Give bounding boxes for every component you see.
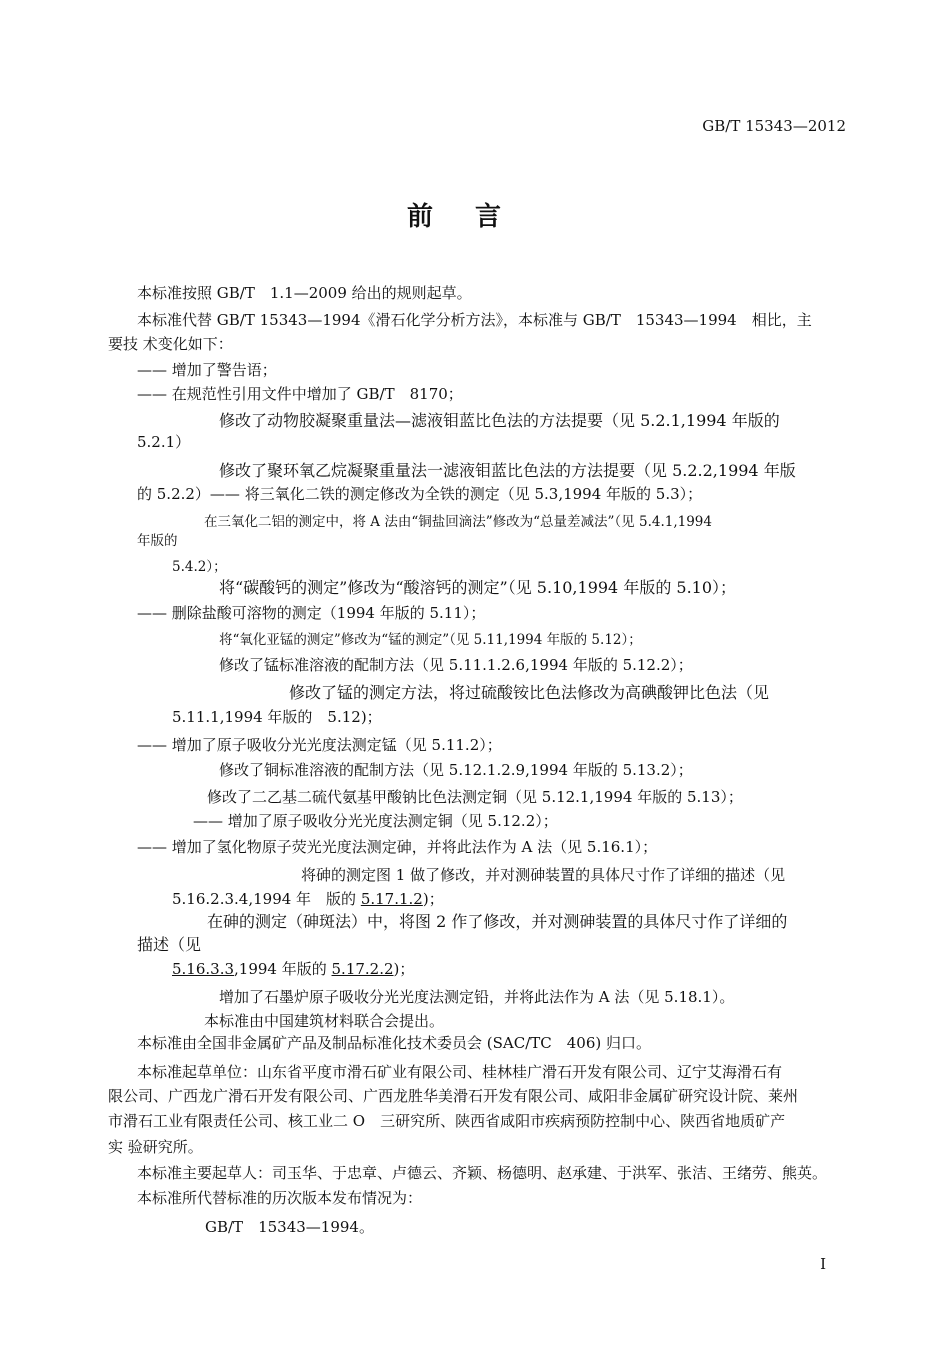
text-line: 5.4.2）； bbox=[172, 559, 227, 575]
list-item: —— 增加了原子吸收分光光度法测定铜（见 5.12.2）； bbox=[193, 812, 558, 830]
text-line: 本标准按照 GB/T 1.1—2009 给出的规则起草。 bbox=[137, 284, 472, 302]
ref-link: 5.16.3.3 bbox=[172, 960, 235, 978]
text-line: 5.2.1） bbox=[137, 433, 191, 451]
ref-suffix: )； bbox=[393, 960, 415, 978]
ref-middle: ,1994 年版的 bbox=[234, 960, 332, 978]
text-line: 将“氧化亚锰的测定”修改为“锰的测定”（见 5.11,1994 年版的 5.12）； bbox=[219, 632, 642, 648]
list-item: —— 删除盐酸可溶物的测定（1994 年版的 5.11）； bbox=[137, 604, 486, 622]
page-title: 前言 bbox=[406, 202, 543, 232]
text-line: 修改了铜标准溶液的配制方法（见 5.12.1.2.9,1994 年版的 5.13.2）； bbox=[219, 761, 693, 779]
text-line: 本标准主要起草人：司玉华、于忠章、卢德云、齐颖、杨德明、赵承建、于洪军、张洁、王绪劳、熊英。 bbox=[137, 1164, 828, 1182]
list-item: —— 增加了氢化物原子荧光光度法测定砷，并将此法作为 A 法（见 5.16.1）； bbox=[137, 838, 658, 856]
text-line: 将“碳酸钙的测定”修改为“酸溶钙的测定”（见 5.10,1994 年版的 5.10）； bbox=[219, 578, 737, 597]
text-line: 市滑石工业有限责任公司、核工业二 O 三研究所、陕西省咸阳市疾病预防控制中心、陕西省地质矿产 bbox=[108, 1112, 786, 1130]
page-number: I bbox=[820, 1255, 826, 1273]
standard-code: GB/T 15343—2012 bbox=[702, 117, 846, 135]
text-line: 5.11.1,1994 年版的 5.12)； bbox=[172, 708, 382, 726]
ref-prefix: 5.16.2.3.4,1994 年 版的 bbox=[172, 890, 361, 908]
text-line: 本标准由全国非金属矿产品及制品标准化技术委员会 (SAC/TC 406) 归口。 bbox=[137, 1034, 651, 1052]
text-line: GB/T 15343—1994。 bbox=[205, 1218, 374, 1236]
ref-link: 5.17.2.2 bbox=[331, 960, 394, 978]
text-line: 本标准起草单位：山东省平度市滑石矿业有限公司、桂林桂广滑石开发有限公司、辽宁艾海滑石有 bbox=[137, 1063, 783, 1081]
ref-link: 5.17.1.2 bbox=[360, 890, 423, 908]
text-line: 在砷的测定（砷斑法）中，将图 2 作了修改，并对测砷装置的具体尺寸作了详细的 bbox=[207, 912, 788, 931]
text-line: 修改了锰的测定方法，将过硫酸铵比色法修改为高碘酸钾比色法（见 bbox=[289, 683, 770, 702]
text-line: 的 5.2.2）—— 将三氧化二铁的测定修改为全铁的测定（见 5.3,1994 年版的 5.3）； bbox=[137, 485, 703, 503]
text-line: 修改了二乙基二硫代氨基甲酸钠比色法测定铜（见 5.12.1,1994 年版的 5.13）； bbox=[207, 788, 743, 806]
list-item: —— 在规范性引用文件中增加了 GB/T 8170； bbox=[137, 385, 463, 403]
list-item: —— 增加了警告语； bbox=[137, 361, 277, 379]
reference-line bbox=[172, 958, 414, 979]
text-line: 本标准由中国建筑材料联合会提出。 bbox=[204, 1012, 445, 1030]
reference-line bbox=[172, 888, 444, 909]
text-line: 将砷的测定图 1 做了修改，并对测砷装置的具体尺寸作了详细的描述（见 bbox=[301, 866, 786, 884]
text-line: 在三氧化二铝的测定中，将 A 法由“铜盐回滴法”修改为“总量差减法”（见 5.4.1,1994 bbox=[204, 514, 712, 530]
text-line: 修改了聚环氧乙烷凝聚重量法一滤液钼蓝比色法的方法提要（见 5.2.2,1994 年版 bbox=[219, 461, 796, 480]
text-line: 年版的 bbox=[137, 533, 178, 549]
text-line: 修改了动物胶凝聚重量法—滤液钼蓝比色法的方法提要（见 5.2.1,1994 年版的 bbox=[219, 411, 780, 430]
text-line: 实 验研究所。 bbox=[108, 1138, 203, 1156]
text-line: 限公司、广西龙广滑石开发有限公司、广西龙胜华美滑石开发有限公司、咸阳非金属矿研究设计院、莱州 bbox=[108, 1087, 799, 1105]
text-line: 要技 术变化如下： bbox=[108, 335, 233, 353]
text-line: 本标准所代替标准的历次版本发布情况为： bbox=[137, 1189, 423, 1207]
text-line: 修改了锰标准溶液的配制方法（见 5.11.1.2.6,1994 年版的 5.12.2）； bbox=[219, 656, 693, 674]
text-line: 增加了石墨炉原子吸收分光光度法测定铅，并将此法作为 A 法（见 5.18.1）。 bbox=[219, 988, 735, 1006]
text-line: 描述（见 bbox=[137, 935, 202, 954]
text-line: 本标准代替 GB/T 15343—1994《滑石化学分析方法》，本标准与 GB/T 15343—1994 相比，主 bbox=[137, 311, 812, 329]
ref-suffix: )； bbox=[422, 890, 444, 908]
list-item: —— 增加了原子吸收分光光度法测定锰（见 5.11.2）； bbox=[137, 736, 502, 754]
